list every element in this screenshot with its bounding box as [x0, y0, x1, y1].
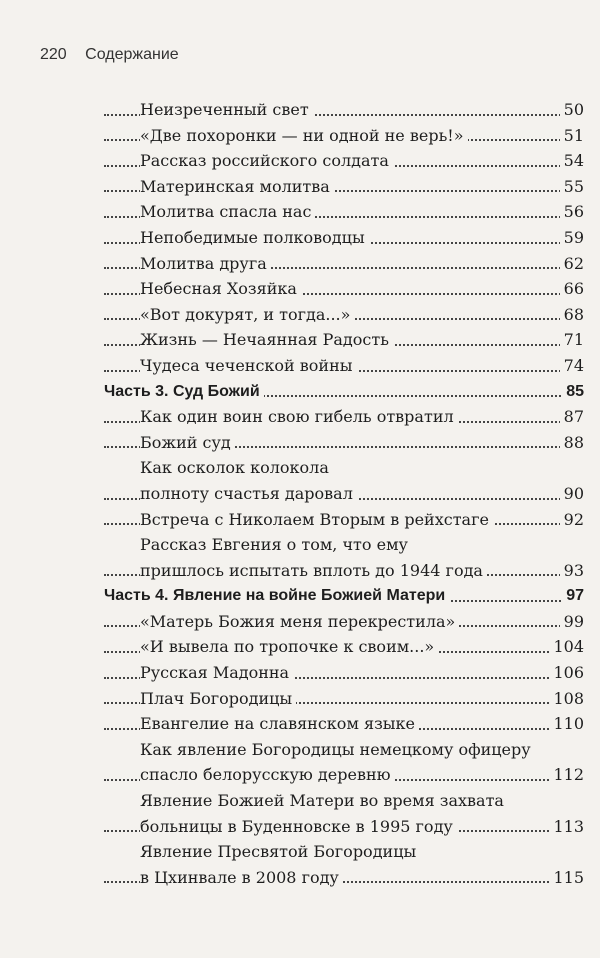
toc-entry[interactable]: полноту счастья даровал 90 — [104, 481, 584, 507]
toc-entry[interactable]: Чудеса чеченской войны 74 — [104, 353, 584, 379]
table-of-contents — [104, 97, 584, 890]
toc-entry[interactable]: Встреча с Николаем Вторым в рейхстаге 92 — [104, 507, 584, 533]
toc-entry-line: Как явление Богородицы немецкому офицеру — [104, 737, 584, 763]
running-title: Содержание — [85, 46, 179, 63]
toc-entry[interactable]: «И вывела по тропочке к своим...» 104 — [104, 634, 584, 660]
toc-entry[interactable]: «Матерь Божия меня перекрестила» 99 — [104, 609, 584, 635]
toc-entry[interactable]: Божий суд 88 — [104, 430, 584, 456]
toc-entry[interactable]: Евангелие на славянском языке 110 — [104, 711, 584, 737]
toc-part-heading[interactable]: Часть 3. Суд Божий 85 — [104, 379, 584, 405]
toc-entry[interactable]: спасло белорусскую деревню 112 — [104, 762, 584, 788]
toc-entry[interactable]: Жизнь — Нечаянная Радость 71 — [104, 327, 584, 353]
page-number: 220 — [40, 46, 67, 63]
toc-part-heading[interactable]: Часть 4. Явление на войне Божией Матери 97 — [104, 583, 584, 609]
toc-entry[interactable]: Материнская молитва 55 — [104, 174, 584, 200]
toc-entry[interactable]: в Цхинвале в 2008 году 115 — [104, 865, 584, 891]
toc-entry[interactable]: Плач Богородицы 108 — [104, 686, 584, 712]
toc-entry[interactable]: Молитва друга 62 — [104, 251, 584, 277]
toc-entry[interactable]: пришлось испытать вплоть до 1944 года 93 — [104, 558, 584, 584]
toc-entry[interactable]: «Вот докурят, и тогда...» 68 — [104, 302, 584, 328]
toc-entry-line: Как осколок колокола — [104, 455, 584, 481]
toc-entry[interactable]: Русская Мадонна 106 — [104, 660, 584, 686]
toc-entry[interactable]: Небесная Хозяйка 66 — [104, 276, 584, 302]
toc-entry[interactable]: Неизреченный свет 50 — [104, 97, 584, 123]
toc-entry-line: Явление Божией Матери во время захвата — [104, 788, 584, 814]
toc-entry[interactable]: Как один воин свою гибель отвратил 87 — [104, 404, 584, 430]
toc-entry[interactable]: Рассказ российского солдата 54 — [104, 148, 584, 174]
toc-entry[interactable]: Молитва спасла нас 56 — [104, 199, 584, 225]
toc-entry[interactable]: больницы в Буденновске в 1995 году 113 — [104, 814, 584, 840]
toc-entry[interactable]: «Две похоронки — ни одной не верь!» 51 — [104, 123, 584, 149]
toc-entry[interactable]: Непобедимые полководцы 59 — [104, 225, 584, 251]
page-header — [40, 46, 179, 64]
toc-entry-line: Рассказ Евгения о том, что ему — [104, 532, 584, 558]
toc-entry-line: Явление Пресвятой Богородицы — [104, 839, 584, 865]
